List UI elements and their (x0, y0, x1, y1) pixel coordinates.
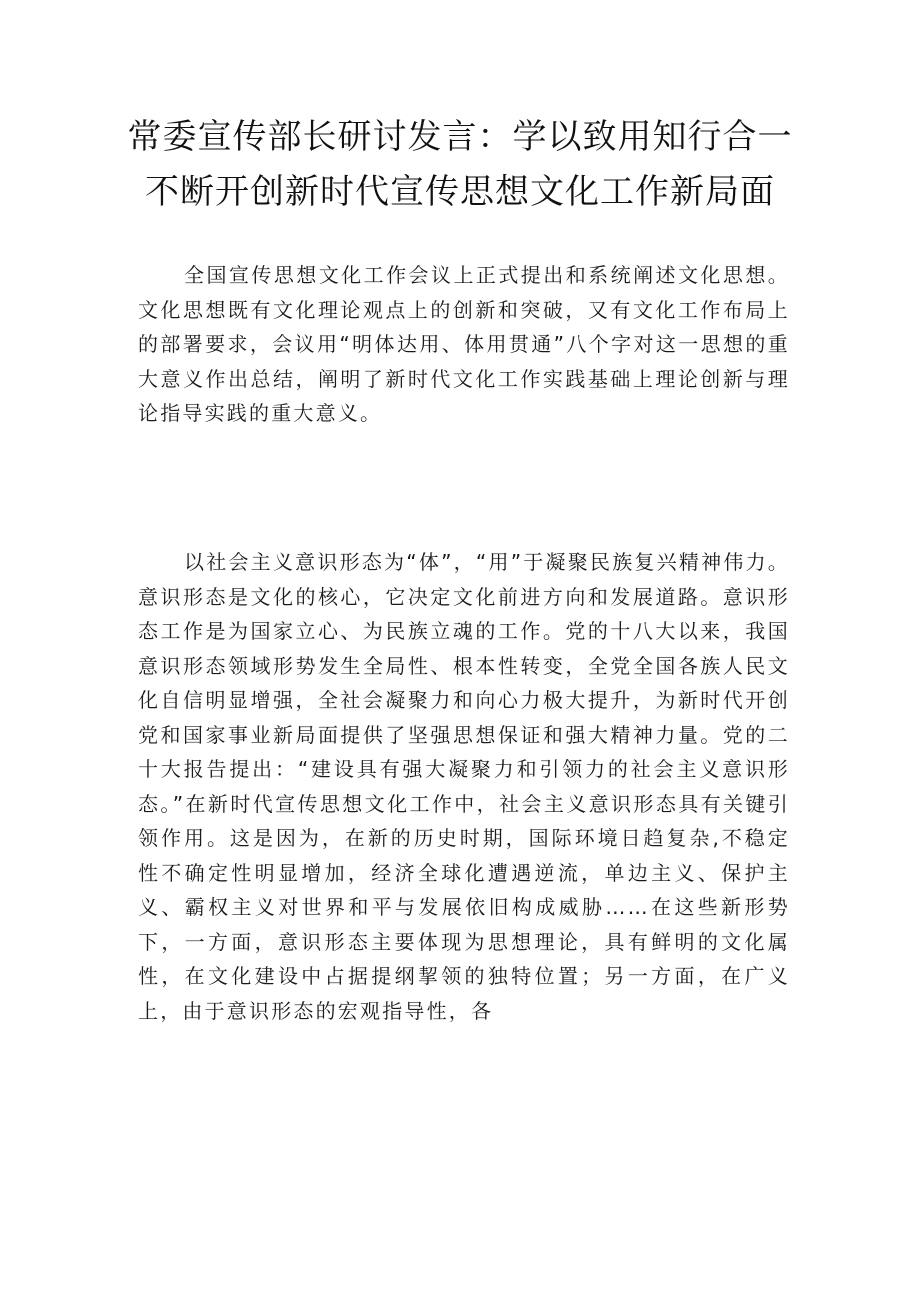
title-line-1: 常委宣传部长研讨发言：学以致用知行合一 (127, 117, 793, 157)
title-line-2: 不断开创新时代宣传思想文化工作新局面 (145, 172, 775, 212)
document-title (120, 110, 800, 220)
paragraph-1: 全国宣传思想文化工作会议上正式提出和系统阐述文化思想。文化思想既有文化理论观点上的创新和突破，又有文化工作布局上的部署要求，会议用“明体达用、体用贯通”八个字对这一思想的重大意义作出总结，阐明了新时代文化工作实践基础上理论创新与理论指导实践的重大意义。 (138, 263, 790, 425)
paragraph-2: 以社会主义意识形态为“体”，“用”于凝聚民族复兴精神伟力。意识形态是文化的核心，它决定文化前进方向和发展道路。意识形态工作是为国家立心、为民族立魂的工作。党的十八大以来，我国意识形态领域形势发生全局性、根本性转变，全党全国各族人民文化自信明显增强，全社会凝聚力和向心力极大提升，为新时代开创党和国家事业新局面提供了坚强思想保证和强大精神力量。党的二十大报告提出：“建设具有强大凝聚力和引领力的社会主义意识形态。”在新时代宣传思想文化工作中，社会主义意识形态具有关键引领作用。这是因为，在新的历史时期，国际环境日趋复杂,不稳定性不确定性明显增加，经济全球化遭遇逆流，单边主义、保护主义、霸权主义对世界和平与发展依旧构成威胁……在这些新形势下，一方面，意识形态主要体现为思想理论，具有鲜明的文化属性，在文化建设中占据提纲挈领的独特位置；另一方面，在广义上，由于意识形态的宏观指导性，各 (138, 550, 790, 1023)
